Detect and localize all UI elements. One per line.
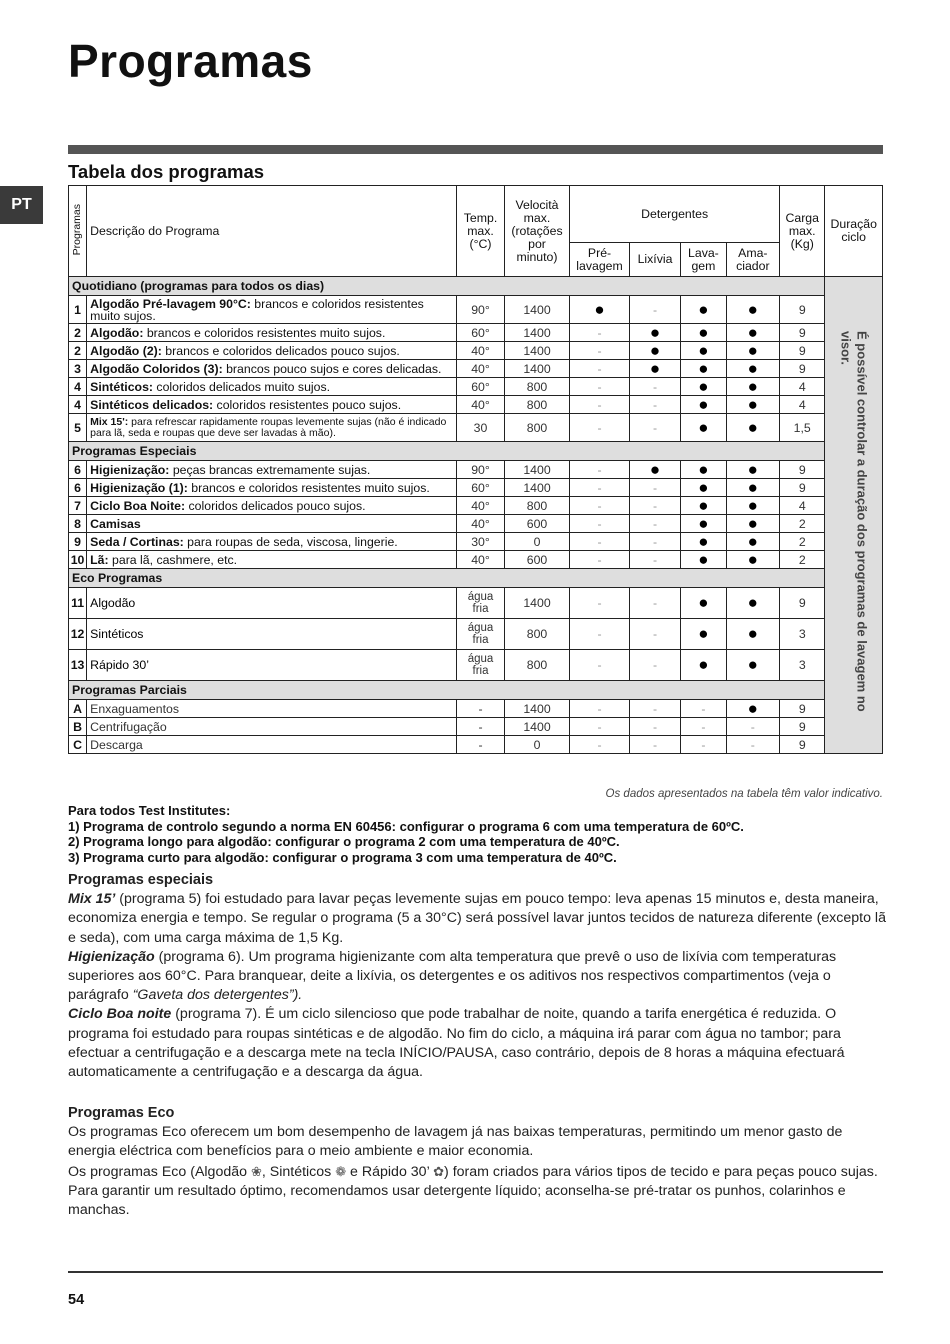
hig-name: Higienização — [68, 948, 155, 965]
speed-cell: 1400 — [504, 588, 570, 619]
program-description — [87, 414, 457, 442]
program-row — [69, 414, 883, 442]
program-number: 1 — [69, 296, 87, 324]
temp-cell: - — [457, 736, 504, 754]
mix-paragraph — [68, 890, 888, 948]
load-cell: 1,5 — [780, 414, 825, 442]
program-description — [87, 650, 457, 681]
detergent-ama-cell: ● — [726, 619, 779, 650]
temp-cell: 60° — [457, 479, 504, 497]
temp-cell: 60° — [457, 324, 504, 342]
eco-p2-text: Os programas Eco (Algodão — [68, 1163, 251, 1180]
speed-cell: 0 — [504, 736, 570, 754]
program-description — [87, 551, 457, 569]
speed-cell: 1400 — [504, 718, 570, 736]
detergent-pre-cell: - — [570, 650, 630, 681]
rapid-eco-icon: ✿ — [433, 1163, 445, 1179]
detergent-lix-cell: - — [629, 718, 680, 736]
load-cell: 9 — [780, 718, 825, 736]
load-cell: 3 — [780, 619, 825, 650]
speed-cell: 800 — [504, 396, 570, 414]
especiais-title: Programas especiais — [68, 872, 214, 888]
cotton-eco-icon: ❀ — [250, 1163, 262, 1179]
detergent-pre-cell: - — [570, 378, 630, 396]
header-pre-lavagem: Pré-lavagem — [570, 243, 630, 277]
detergent-pre-cell: - — [570, 700, 630, 718]
load-cell: 9 — [780, 342, 825, 360]
detergent-lav-cell: ● — [681, 650, 726, 681]
synthetic-eco-icon: ❁ — [335, 1163, 347, 1179]
detergent-lix-cell: - — [629, 515, 680, 533]
program-description — [87, 378, 457, 396]
header-duracao: Duração ciclo — [825, 186, 883, 277]
category-title: Eco Programas — [69, 569, 825, 588]
page-title: Programas — [68, 35, 313, 87]
program-desc-text: para lã, cashmere, etc. — [108, 552, 238, 567]
speed-cell: 0 — [504, 533, 570, 551]
load-cell: 4 — [780, 497, 825, 515]
load-cell: 2 — [780, 533, 825, 551]
program-row — [69, 718, 883, 736]
detergent-pre-cell: - — [570, 497, 630, 515]
detergent-lav-cell: ● — [681, 551, 726, 569]
program-number: 12 — [69, 619, 87, 650]
page-number: 54 — [68, 1292, 85, 1308]
program-name: Algodão Pré-lavagem 90°C: — [90, 296, 251, 311]
detergent-ama-cell: ● — [726, 342, 779, 360]
speed-cell: 1400 — [504, 296, 570, 324]
speed-cell: 800 — [504, 619, 570, 650]
hig-paragraph — [68, 948, 888, 1006]
category-row — [69, 569, 883, 588]
detergent-lav-cell: - — [681, 700, 726, 718]
temp-cell: 40° — [457, 515, 504, 533]
speed-cell: 1400 — [504, 461, 570, 479]
program-row — [69, 461, 883, 479]
especiais-section — [68, 871, 888, 1082]
detergent-lix-cell: - — [629, 533, 680, 551]
detergent-lix-cell: - — [629, 551, 680, 569]
program-number: 9 — [69, 533, 87, 551]
program-name: Algodão: — [90, 325, 144, 340]
program-name: Ciclo Boa Noite: — [90, 498, 186, 513]
program-description — [87, 461, 457, 479]
mix-text: (programa 5) foi estudado para lavar peças levemente sujas em pouco tempo: leva apenas 15 minutos e, desta maneira, economiza energia e tempo. Se regular o programa (5 a 30°C) será possível lavar juntos tecidos de natureza diferente (excepto lã e seda), com uma carga máxima de 1,5 Kg. — [68, 891, 886, 946]
program-name: Algodão Coloridos (3): — [90, 361, 223, 376]
program-name: Higienização: — [90, 462, 170, 477]
detergent-ama-cell: - — [726, 736, 779, 754]
section-title: Tabela dos programas — [68, 161, 265, 182]
program-name: Algodão (2): — [90, 343, 162, 358]
load-cell: 9 — [780, 461, 825, 479]
program-number: 10 — [69, 551, 87, 569]
program-desc-text: brancos e coloridos delicados pouco sujos. — [161, 343, 400, 358]
program-number: 2 — [69, 324, 87, 342]
detergent-pre-cell: - — [570, 619, 630, 650]
program-number: C — [69, 736, 87, 754]
detergent-lix-cell: ● — [629, 324, 680, 342]
detergent-lav-cell: ● — [681, 378, 726, 396]
detergent-lix-cell: - — [629, 378, 680, 396]
programs-table — [68, 185, 883, 754]
program-row — [69, 360, 883, 378]
detergent-lix-cell: - — [629, 588, 680, 619]
program-desc-text: brancos pouco sujos e cores delicadas. — [222, 361, 442, 376]
program-desc-text: coloridos resistentes pouco sujos. — [213, 397, 402, 412]
program-desc-text: coloridos delicados pouco sujos. — [185, 498, 366, 513]
program-desc-text: para refrescar rapidamente roupas levemente sujas (não é indicado para lã, seda e roupas que deve ser lavadas à mão). — [90, 415, 447, 439]
program-number: 5 — [69, 414, 87, 442]
load-cell: 9 — [780, 296, 825, 324]
bottom-rule — [68, 1271, 883, 1273]
program-description — [87, 324, 457, 342]
program-name: Sintéticos delicados: — [90, 397, 214, 412]
detergent-pre-cell: - — [570, 533, 630, 551]
program-row — [69, 396, 883, 414]
speed-cell: 800 — [504, 414, 570, 442]
load-cell: 2 — [780, 515, 825, 533]
language-tab: PT — [0, 186, 43, 224]
detergent-lav-cell: ● — [681, 360, 726, 378]
eco-p2-text: , Sintéticos — [261, 1163, 336, 1180]
program-name: Higienização (1): — [90, 480, 188, 495]
load-cell: 4 — [780, 396, 825, 414]
detergent-lix-cell: ● — [629, 342, 680, 360]
program-number: 6 — [69, 479, 87, 497]
program-number: A — [69, 700, 87, 718]
program-row — [69, 650, 883, 681]
eco-paragraph-3: Para garantir um resultado óptimo, recomendamos usar detergente líquido; aconselha-se pré-tratar os punhos, colarinhos e manchas. — [68, 1182, 846, 1219]
program-number: 2 — [69, 342, 87, 360]
program-description — [87, 342, 457, 360]
eco-paragraph-2 — [68, 1162, 888, 1182]
eco-section — [68, 1104, 888, 1220]
program-desc-text: brancos e coloridos resistentes muito sujos. — [143, 325, 386, 340]
detergent-ama-cell: ● — [726, 551, 779, 569]
detergent-lav-cell: ● — [681, 396, 726, 414]
program-row — [69, 533, 883, 551]
load-cell: 4 — [780, 378, 825, 396]
speed-cell: 600 — [504, 515, 570, 533]
test-institutes-line: 2) Programa longo para algodão: configurar o programa 2 com uma temperatura de 40ºC. — [68, 834, 620, 849]
program-description — [87, 533, 457, 551]
program-name: Lã: — [90, 552, 109, 567]
header-carga: Carga max. (Kg) — [780, 186, 825, 277]
load-cell: 9 — [780, 324, 825, 342]
detergent-ama-cell: ● — [726, 497, 779, 515]
detergent-pre-cell: - — [570, 736, 630, 754]
eco-paragraph-1: Os programas Eco oferecem um bom desempenho de lavagem já nas baixas temperaturas, permitindo um menor gasto de energia eléctrica com benefícios para o meio ambiente e maior economia. — [68, 1124, 843, 1160]
temp-cell: 60° — [457, 378, 504, 396]
detergent-ama-cell: ● — [726, 414, 779, 442]
program-row — [69, 296, 883, 324]
program-number: 4 — [69, 378, 87, 396]
temp-cell: água fria — [457, 588, 504, 619]
program-desc-text: Descarga — [90, 737, 143, 752]
program-desc-text: brancos e coloridos resistentes muito sujos. — [187, 480, 430, 495]
detergent-ama-cell: ● — [726, 588, 779, 619]
header-temp: Temp. max. (°C) — [457, 186, 504, 277]
temp-cell: água fria — [457, 619, 504, 650]
program-desc-text: brancos e coloridos resistentes muito sujos. — [90, 296, 424, 323]
program-description — [87, 296, 457, 324]
temp-cell: 40° — [457, 396, 504, 414]
program-name: Mix 15': — [90, 415, 129, 428]
program-number: 11 — [69, 588, 87, 619]
load-cell: 9 — [780, 736, 825, 754]
program-number: B — [69, 718, 87, 736]
detergent-lav-cell: ● — [681, 588, 726, 619]
program-number: 6 — [69, 461, 87, 479]
duration-note-cell — [825, 277, 883, 754]
program-row — [69, 324, 883, 342]
detergent-ama-cell: ● — [726, 515, 779, 533]
program-number: 8 — [69, 515, 87, 533]
header-amaciador: Ama-ciador — [726, 243, 779, 277]
header-lixivia: Lixívia — [629, 243, 680, 277]
temp-cell: 30° — [457, 533, 504, 551]
detergent-pre-cell: - — [570, 324, 630, 342]
category-title: Programas Parciais — [69, 681, 825, 700]
speed-cell: 1400 — [504, 342, 570, 360]
detergent-pre-cell: - — [570, 414, 630, 442]
program-row — [69, 378, 883, 396]
detergent-pre-cell: - — [570, 342, 630, 360]
mix-name: Mix 15’ — [68, 891, 116, 908]
speed-cell: 800 — [504, 650, 570, 681]
program-desc-text: Algodão — [90, 596, 136, 610]
program-description — [87, 479, 457, 497]
header-detergentes: Detergentes — [570, 186, 780, 243]
detergent-lix-cell: - — [629, 296, 680, 324]
detergent-ama-cell: ● — [726, 360, 779, 378]
detergent-lix-cell: - — [629, 700, 680, 718]
detergent-pre-cell: - — [570, 479, 630, 497]
detergent-lav-cell: ● — [681, 497, 726, 515]
temp-cell: 40° — [457, 497, 504, 515]
speed-cell: 600 — [504, 551, 570, 569]
duration-note: É possível controlar a duração dos programas de lavagem no visor. — [838, 331, 870, 712]
detergent-ama-cell: ● — [726, 324, 779, 342]
temp-cell: - — [457, 718, 504, 736]
program-desc-text: Enxaguamentos — [90, 701, 180, 716]
program-row — [69, 342, 883, 360]
load-cell: 9 — [780, 700, 825, 718]
load-cell: 9 — [780, 588, 825, 619]
eco-p2-text: ) foram criados para vários tipos de tecido e para peças pouco sujas. — [444, 1163, 878, 1180]
detergent-lav-cell: ● — [681, 342, 726, 360]
program-description — [87, 497, 457, 515]
detergent-lav-cell: ● — [681, 533, 726, 551]
boa-noite-text: (programa 7). É um ciclo silencioso que pode trabalhar de noite, quando a tarifa energética é reduzida. O programa foi estudado para roupas sintéticas e de algodão. No fim do ciclo, a máquina irá parar com água no tambor; para efectuar a centrifugação e a descarga mete na tecla INÍCIO/PAUSA, caso contrário, depois de 8 horas a máquina efectuará automaticamente a centrifugação e a descarga da água. — [68, 1006, 845, 1081]
program-row — [69, 700, 883, 718]
program-number: 3 — [69, 360, 87, 378]
detergent-lav-cell: ● — [681, 324, 726, 342]
test-institutes-line: 1) Programa de controlo segundo a norma EN 60456: configurar o programa 6 com uma temperatura de 60ºC. — [68, 818, 744, 834]
program-name: Sintéticos: — [90, 379, 154, 394]
test-institutes-line: 3) Programa curto para algodão: configurar o programa 3 com uma temperatura de 40ºC. — [68, 849, 617, 865]
program-row — [69, 619, 883, 650]
detergent-ama-cell: ● — [726, 650, 779, 681]
program-description — [87, 588, 457, 619]
detergent-pre-cell: - — [570, 718, 630, 736]
load-cell: 2 — [780, 551, 825, 569]
temp-cell: 40° — [457, 360, 504, 378]
detergent-ama-cell: - — [726, 718, 779, 736]
detergent-lav-cell: ● — [681, 515, 726, 533]
eco-p2-text: e Rápido 30’ — [346, 1163, 434, 1180]
detergent-lix-cell: - — [629, 479, 680, 497]
detergent-lix-cell: - — [629, 619, 680, 650]
speed-cell: 800 — [504, 378, 570, 396]
eco-title: Programas Eco — [68, 1105, 175, 1121]
test-institutes-title: Para todos Test Institutes: — [68, 803, 231, 818]
detergent-ama-cell: ● — [726, 296, 779, 324]
speed-cell: 800 — [504, 497, 570, 515]
boa-noite-name: Ciclo Boa noite — [68, 1006, 172, 1023]
detergent-lav-cell: ● — [681, 619, 726, 650]
detergent-ama-cell: ● — [726, 700, 779, 718]
load-cell: 9 — [780, 479, 825, 497]
program-row — [69, 497, 883, 515]
detergent-ama-cell: ● — [726, 479, 779, 497]
speed-cell: 1400 — [504, 324, 570, 342]
program-description — [87, 718, 457, 736]
category-title: Programas Especiais — [69, 442, 825, 461]
detergent-lix-cell: - — [629, 414, 680, 442]
detergent-pre-cell: - — [570, 396, 630, 414]
program-desc-text: Centrifugação — [90, 719, 167, 734]
detergent-lix-cell: - — [629, 736, 680, 754]
detergent-lix-cell: ● — [629, 461, 680, 479]
load-cell: 3 — [780, 650, 825, 681]
category-title: Quotidiano (programas para todos os dias) — [69, 277, 825, 296]
top-rule — [68, 145, 883, 154]
program-description — [87, 700, 457, 718]
program-desc-text: coloridos delicados muito sujos. — [153, 379, 331, 394]
detergent-ama-cell: ● — [726, 461, 779, 479]
detergent-lav-cell: ● — [681, 414, 726, 442]
temp-cell: - — [457, 700, 504, 718]
detergent-lav-cell: ● — [681, 461, 726, 479]
hig-text: (programa 6). Um programa higienizante com alta temperatura que prevê o uso de lixívia com temperaturas superiores aos 60°C. Para branquear, deite a lixívia, os detergentes e os aditivos nos respectivos compartimentos (veja o parágrafo — [68, 948, 837, 1004]
header-lavagem: Lava-gem — [681, 243, 726, 277]
temp-cell: 90° — [457, 461, 504, 479]
category-row — [69, 442, 883, 461]
header-velocidade: Velocità max. (rotações por minuto) — [504, 186, 570, 277]
load-cell: 9 — [780, 360, 825, 378]
program-row — [69, 551, 883, 569]
program-description — [87, 396, 457, 414]
temp-cell: 30 — [457, 414, 504, 442]
detergent-pre-cell: - — [570, 551, 630, 569]
program-number: 4 — [69, 396, 87, 414]
detergent-lix-cell: - — [629, 497, 680, 515]
program-name: Seda / Cortinas: — [90, 534, 184, 549]
temp-cell: 90° — [457, 296, 504, 324]
program-description — [87, 360, 457, 378]
header-descricao: Descrição do Programa — [87, 186, 457, 277]
program-desc-text: Rápido 30’ — [90, 658, 149, 672]
detergent-pre-cell: ● — [570, 296, 630, 324]
hig-ref: “Gaveta dos detergentes”). — [132, 987, 303, 1004]
program-description — [87, 515, 457, 533]
program-number: 13 — [69, 650, 87, 681]
detergent-pre-cell: - — [570, 588, 630, 619]
detergent-pre-cell: - — [570, 515, 630, 533]
program-desc-text: peças brancas extremamente sujas. — [169, 462, 371, 477]
program-desc-text: Sintéticos — [90, 627, 144, 641]
speed-cell: 1400 — [504, 360, 570, 378]
category-row — [69, 277, 883, 296]
temp-cell: 40° — [457, 551, 504, 569]
detergent-ama-cell: ● — [726, 378, 779, 396]
program-row — [69, 588, 883, 619]
program-description — [87, 619, 457, 650]
program-row — [69, 479, 883, 497]
indicative-note: Os dados apresentados na tabela têm valor indicativo. — [605, 788, 883, 800]
program-name: Camisas — [90, 516, 141, 531]
detergent-pre-cell: - — [570, 360, 630, 378]
category-row — [69, 681, 883, 700]
detergent-lix-cell: - — [629, 396, 680, 414]
detergent-lix-cell: - — [629, 650, 680, 681]
detergent-ama-cell: ● — [726, 396, 779, 414]
detergent-lav-cell: - — [681, 718, 726, 736]
speed-cell: 1400 — [504, 479, 570, 497]
detergent-lix-cell: ● — [629, 360, 680, 378]
header-programas: Programas — [69, 186, 87, 277]
boa-noite-paragraph — [68, 1005, 888, 1082]
detergent-lav-cell: ● — [681, 479, 726, 497]
program-number: 7 — [69, 497, 87, 515]
temp-cell: 40° — [457, 342, 504, 360]
program-description — [87, 736, 457, 754]
detergent-lav-cell: ● — [681, 296, 726, 324]
program-desc-text: para roupas de seda, viscosa, lingerie. — [183, 534, 398, 549]
detergent-pre-cell: - — [570, 461, 630, 479]
program-row — [69, 515, 883, 533]
test-institutes — [68, 803, 888, 865]
detergent-lav-cell: - — [681, 736, 726, 754]
speed-cell: 1400 — [504, 700, 570, 718]
detergent-ama-cell: ● — [726, 533, 779, 551]
temp-cell: água fria — [457, 650, 504, 681]
program-row — [69, 736, 883, 754]
